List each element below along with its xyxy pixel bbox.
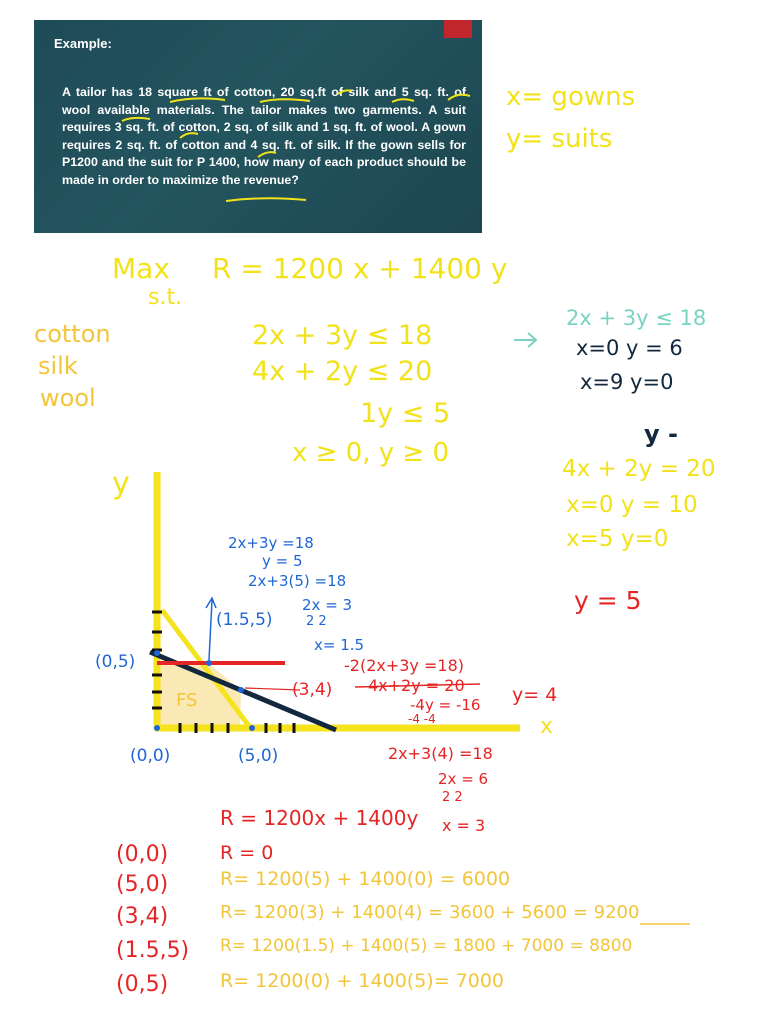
revenue-formula: R = 1200x + 1400y xyxy=(220,806,419,830)
point-5-0: (5,0) xyxy=(238,746,279,766)
variable-y: y= suits xyxy=(506,124,613,154)
work-red-2: 4x+2y = 20 xyxy=(368,676,465,695)
y-dash-note: y - xyxy=(644,420,678,448)
feasible-label: FS xyxy=(176,690,198,711)
objective-function: R = 1200 x + 1400 y xyxy=(212,252,508,285)
silk-eq: 4x + 2y = 20 xyxy=(562,456,716,482)
revenue-calc-2: R= 1200(5) + 1400(0) = 6000 xyxy=(220,868,511,890)
work-red-4: -4 -4 xyxy=(408,712,436,726)
label-wool: wool xyxy=(40,384,96,412)
subject-to: s.t. xyxy=(148,285,183,310)
objective-max: Max xyxy=(112,252,170,285)
constraint-nonneg: x ≥ 0, y ≥ 0 xyxy=(292,438,450,468)
revenue-point-4: (1.5,5) xyxy=(116,938,190,963)
label-silk: silk xyxy=(38,352,78,380)
keyword-underlines xyxy=(122,90,470,201)
work-blue-5: 2 2 xyxy=(306,614,327,629)
revenue-calc-4: R= 1200(1.5) + 1400(5) = 1800 + 7000 = 8800 xyxy=(220,936,633,956)
work-red-9: x = 3 xyxy=(442,816,486,835)
graph-x-label: x xyxy=(540,714,554,739)
revenue-calc-3: R= 1200(3) + 1400(4) = 3600 + 5600 = 9200 xyxy=(220,902,640,923)
revenue-point-1: (0,0) xyxy=(116,842,169,867)
work-blue-6: x= 1.5 xyxy=(314,636,365,654)
cotton-eq-teal: 2x + 3y ≤ 18 xyxy=(566,306,707,330)
arrow-icon xyxy=(206,598,216,660)
constraint-silk: 4x + 2y ≤ 20 xyxy=(252,356,433,387)
revenue-point-5: (0,5) xyxy=(116,972,169,997)
constraint-cotton: 2x + 3y ≤ 18 xyxy=(252,320,433,351)
work-red-6: 2x+3(4) =18 xyxy=(388,744,493,763)
silk-intercept-y: x=0 y = 10 xyxy=(566,492,698,518)
point-0-5: (0,5) xyxy=(95,652,136,672)
work-blue-2: y = 5 xyxy=(262,552,303,570)
constraint-wool: 1y ≤ 5 xyxy=(360,398,451,429)
silk-intercept-x: x=5 y=0 xyxy=(566,526,669,552)
revenue-point-2: (5,0) xyxy=(116,872,169,897)
point-3-4: (3,4) xyxy=(292,680,333,700)
work-red-5: y= 4 xyxy=(512,684,558,706)
problem-statement: A tailor has 18 square ft of cotton, 20 sq.ft of silk and 5 sq. ft. of wool available materials. The tailor makes two garments. A suit requires 3 sq. ft. of cotton, 2 sq. of silk and 1 sq. ft. of wool. A gown requires 2 sq. ft. of cotton and 4 sq. ft. of silk. If the gown sells for P1200 and the suit for P 1400, how many of each product should be made in order to maximize the revenue? xyxy=(62,85,466,187)
variable-x: x= gowns xyxy=(506,82,636,112)
revenue-point-3: (3,4) xyxy=(116,904,169,929)
revenue-calc-5: R= 1200(0) + 1400(5)= 7000 xyxy=(220,970,505,992)
arrow-right-icon xyxy=(514,333,536,347)
label-cotton: cotton xyxy=(34,320,111,348)
graph-y-label: y xyxy=(112,466,130,501)
cotton-intercept-y: x=0 y = 6 xyxy=(576,336,683,360)
work-blue-4: 2x = 3 xyxy=(302,596,353,614)
work-red-3: -4y = -16 xyxy=(410,696,481,714)
point-1.5-5: (1.5,5) xyxy=(216,610,273,630)
work-red-8: 2 2 xyxy=(442,790,463,805)
work-red-1: -2(2x+3y =18) xyxy=(344,656,464,675)
work-blue-3: 2x+3(5) =18 xyxy=(248,572,347,590)
work-red-7: 2x = 6 xyxy=(438,770,489,788)
point-0-0: (0,0) xyxy=(130,746,171,766)
cotton-intercept-x: x=9 y=0 xyxy=(580,370,674,394)
work-blue-1: 2x+3y =18 xyxy=(228,534,314,552)
revenue-calc-1: R = 0 xyxy=(220,842,274,864)
wool-eq: y = 5 xyxy=(574,586,642,615)
slide-heading: Example: xyxy=(54,36,112,51)
